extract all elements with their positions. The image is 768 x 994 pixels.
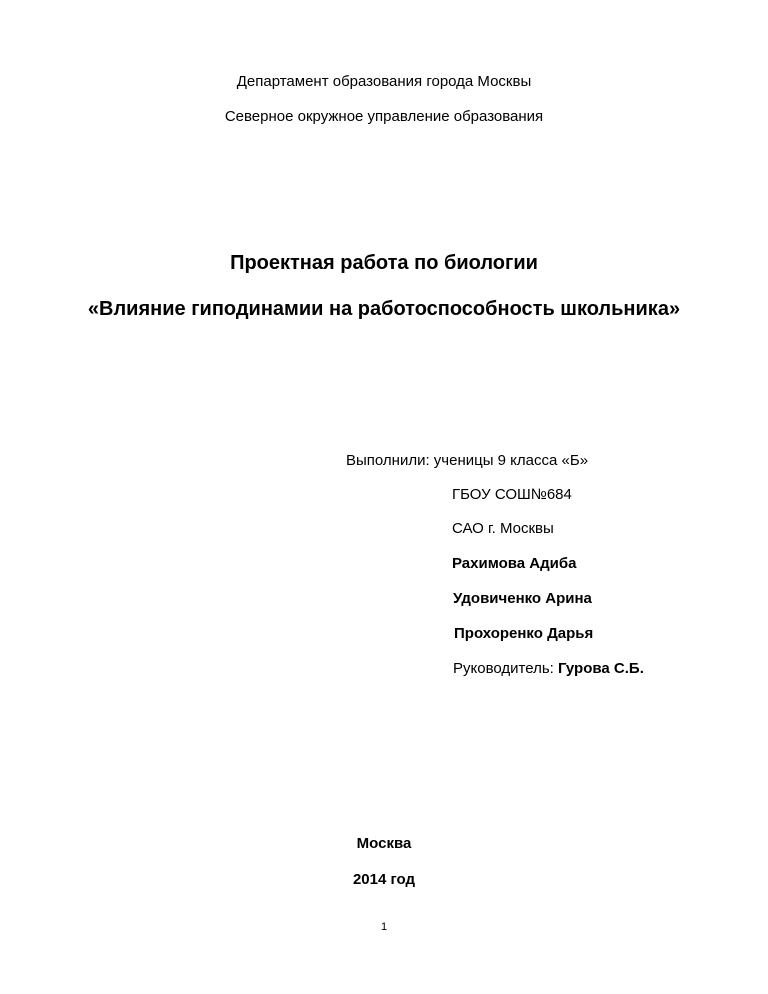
department-line: Департамент образования города Москвы bbox=[236, 73, 532, 90]
supervisor-line bbox=[453, 660, 644, 678]
city-line: Москва bbox=[356, 835, 412, 852]
author-name-3: Прохоренко Дарья bbox=[454, 625, 594, 642]
author-name-1: Рахимова Адиба bbox=[452, 555, 577, 572]
district-office-line: Северное окружное управление образования bbox=[224, 108, 544, 125]
year-line: 2014 год bbox=[352, 871, 416, 888]
supervisor-name: Гурова С.Б. bbox=[557, 660, 644, 677]
author-name-2: Удовиченко Арина bbox=[453, 590, 592, 607]
title-line-1: Проектная работа по биологии bbox=[230, 252, 538, 274]
title-line-2: «Влияние гиподинамии на работоспособность школьника» bbox=[87, 298, 681, 320]
school-line: ГБОУ СОШ№684 bbox=[452, 486, 572, 503]
performed-by-line: Выполнили: ученицы 9 класса «Б» bbox=[346, 452, 589, 469]
district-line: САО г. Москвы bbox=[452, 520, 554, 537]
supervisor-label: Руководитель: bbox=[453, 660, 554, 677]
page-number: 1 bbox=[380, 921, 388, 933]
